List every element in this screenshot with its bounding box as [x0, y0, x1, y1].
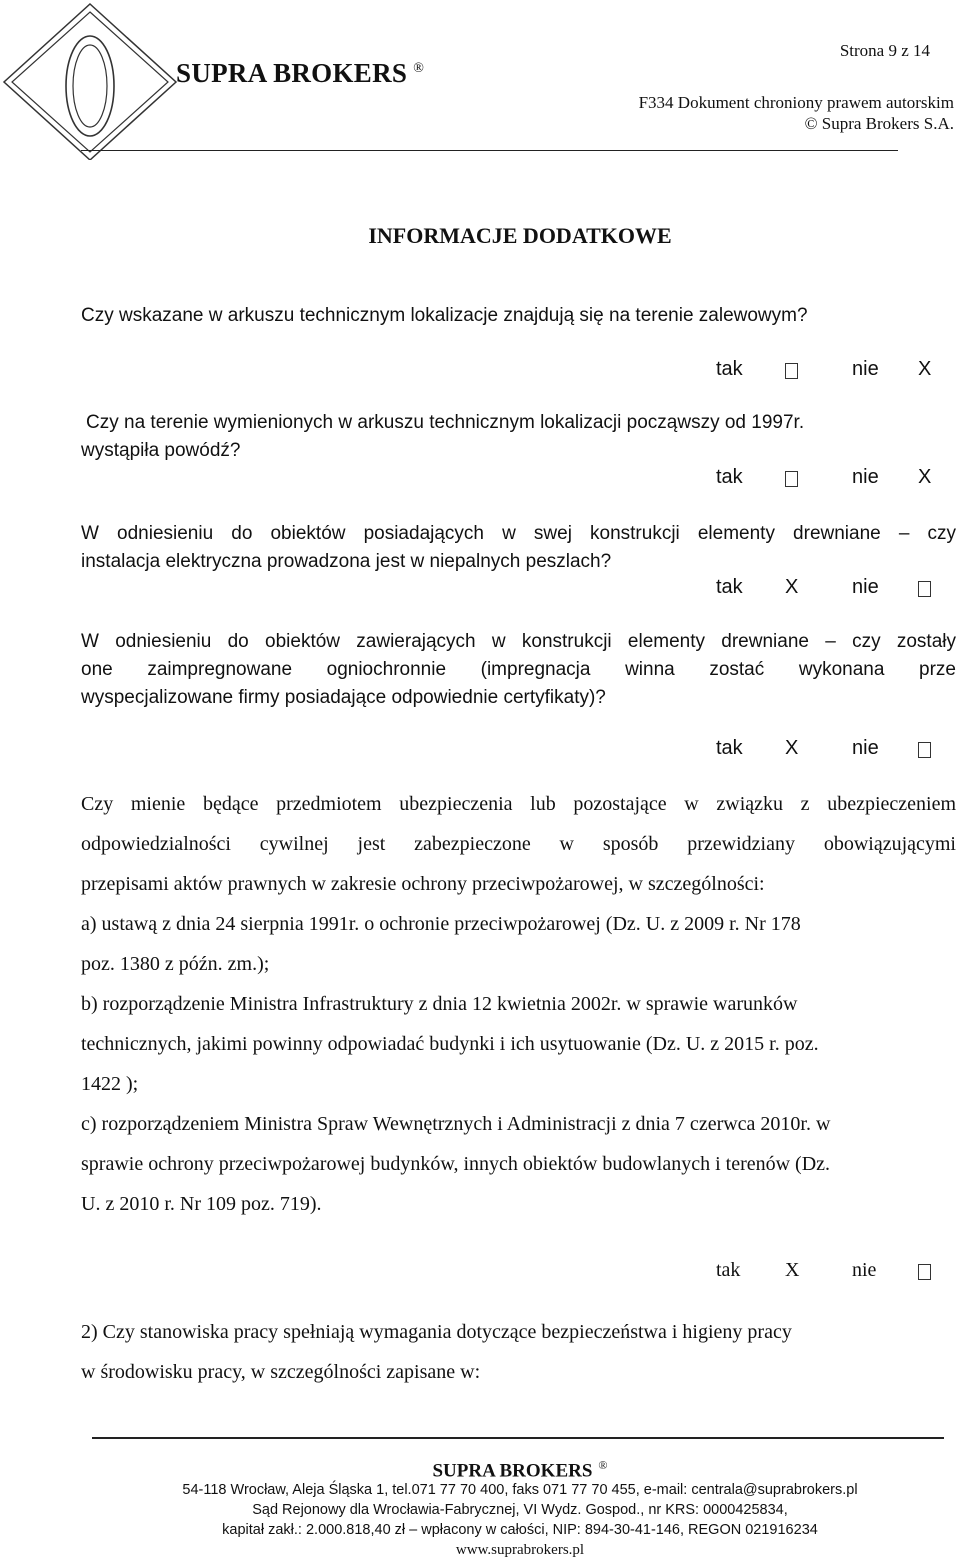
- question-6-line-2: w środowisku pracy, w szczególności zapisane w:: [81, 1361, 481, 1383]
- footer-address: 54-118 Wrocław, Aleja Śląska 1, tel.071 77 70 400, faks 071 77 70 455, e-mail: centrala@suprabrokers.pl: [182, 1482, 858, 1498]
- document-code: F334 Dokument chroniony prawem autorskim: [638, 93, 954, 112]
- regulation-a-line-1: a) ustawą z dnia 24 sierpnia 1991r. o ochronie przeciwpożarowej (Dz. U. z 2009 r. Nr 178: [81, 913, 801, 935]
- checkbox-checked-icon[interactable]: X: [918, 358, 932, 380]
- question-2-answer: [0, 466, 960, 494]
- question-1-answer: [0, 358, 960, 386]
- answer-yes-label: tak: [716, 737, 743, 759]
- footer-website-link[interactable]: www.suprabrokers.pl: [455, 1542, 585, 1558]
- regulation-b-line-1: b) rozporządzenie Ministra Infrastruktury z dnia 12 kwietnia 2002r. w sprawie warunków: [81, 993, 798, 1015]
- answer-no-label: nie: [852, 576, 879, 598]
- answer-no-label: nie: [852, 466, 879, 488]
- question-3-line-2: instalacja elektryczna prowadzona jest w niepalnych peszlach?: [81, 551, 612, 572]
- checkbox-empty-icon[interactable]: [785, 363, 798, 379]
- footer-divider: [92, 1437, 944, 1439]
- question-4-line-2: one zaimpregnowane ogniochronnie (impregnacja winna zostać wykonana prze: [81, 659, 956, 680]
- answer-yes-label: tak: [716, 1259, 741, 1281]
- header-brand: SUPRA BROKERS ®: [176, 58, 425, 88]
- question-6-line-1: 2) Czy stanowiska pracy spełniają wymagania dotyczące bezpieczeństwa i higieny pracy: [81, 1321, 792, 1343]
- answer-yes-label: tak: [716, 358, 743, 380]
- answer-no-label: nie: [852, 737, 879, 759]
- regulation-c-line-1: c) rozporządzeniem Ministra Spraw Wewnętrznych i Administracji z dnia 7 czerwca 2010r. w: [81, 1113, 831, 1135]
- checkbox-empty-icon[interactable]: [785, 471, 798, 487]
- footer-capital-info: kapitał zakł.: 2.000.818,40 zł – wpłacony w całości, NIP: 894-30-41-146, REGON 021916234: [222, 1522, 818, 1538]
- question-1-text: Czy wskazane w arkuszu technicznym lokalizacje znajdują się na terenie zalewowym?: [81, 305, 808, 326]
- checkbox-checked-icon[interactable]: X: [785, 1259, 800, 1281]
- copyright-notice: © Supra Brokers S.A.: [804, 114, 954, 133]
- answer-yes-label: tak: [716, 576, 743, 598]
- question-5-line-1: Czy mienie będące przedmiotem ubezpieczenia lub pozostające w związku z ubezpieczeniem: [81, 793, 956, 815]
- regulation-c-line-3: U. z 2010 r. Nr 109 poz. 719).: [81, 1193, 322, 1215]
- footer-brand: SUPRA BROKERS ®: [432, 1458, 608, 1482]
- header-divider: [81, 150, 898, 151]
- checkbox-checked-icon[interactable]: X: [785, 576, 799, 598]
- question-2-line-2: wystąpiła powódź?: [81, 440, 241, 461]
- regulation-b-line-2: technicznych, jakimi powinny odpowiadać budynki i ich usytuowanie (Dz. U. z 2015 r. poz.: [81, 1033, 819, 1055]
- answer-yes-label: tak: [716, 466, 743, 488]
- checkbox-empty-icon[interactable]: [918, 1264, 931, 1280]
- question-2-line-1: Czy na terenie wymienionych w arkuszu technicznym lokalizacji począwszy od 1997r.: [86, 412, 805, 433]
- regulation-b-line-3: 1422 );: [81, 1073, 139, 1095]
- question-5-line-3: przepisami aktów prawnych w zakresie ochrony przeciwpożarowej, w szczególności:: [81, 873, 765, 895]
- question-5-line-2: odpowiedzialności cywilnej jest zabezpieczone w sposób przewidziany obowiązującymi: [81, 833, 956, 855]
- regulation-a-line-2: poz. 1380 z późn. zm.);: [81, 953, 270, 975]
- footer-court-registration: Sąd Rejonowy dla Wrocławia-Fabrycznej, VI Wydz. Gospod., nr KRS: 0000425834,: [252, 1502, 788, 1518]
- question-3-answer: [0, 576, 960, 604]
- checkbox-empty-icon[interactable]: [918, 742, 931, 758]
- checkbox-empty-icon[interactable]: [918, 581, 931, 597]
- question-4-answer: [0, 737, 960, 765]
- page-number: Strona 9 z 14: [839, 41, 930, 60]
- answer-no-label: nie: [852, 1259, 877, 1281]
- answer-no-label: nie: [852, 358, 879, 380]
- checkbox-checked-icon[interactable]: X: [918, 466, 932, 488]
- checkbox-checked-icon[interactable]: X: [785, 737, 799, 759]
- regulation-c-line-2: sprawie ochrony przeciwpożarowej budynków, innych obiektów budowlanych i terenów (Dz.: [81, 1153, 831, 1175]
- question-3-line-1: W odniesieniu do obiektów posiadających w swej konstrukcji elementy drewniane – czy: [81, 523, 956, 544]
- question-4-line-3: wyspecjalizowane firmy posiadające odpowiednie certyfikaty)?: [81, 687, 606, 708]
- question-5-answer: [0, 1259, 960, 1287]
- question-4-line-1: W odniesieniu do obiektów zawierających w konstrukcji elementy drewniane – czy zostały: [81, 631, 956, 652]
- page-title: INFORMACJE DODATKOWE: [368, 223, 672, 248]
